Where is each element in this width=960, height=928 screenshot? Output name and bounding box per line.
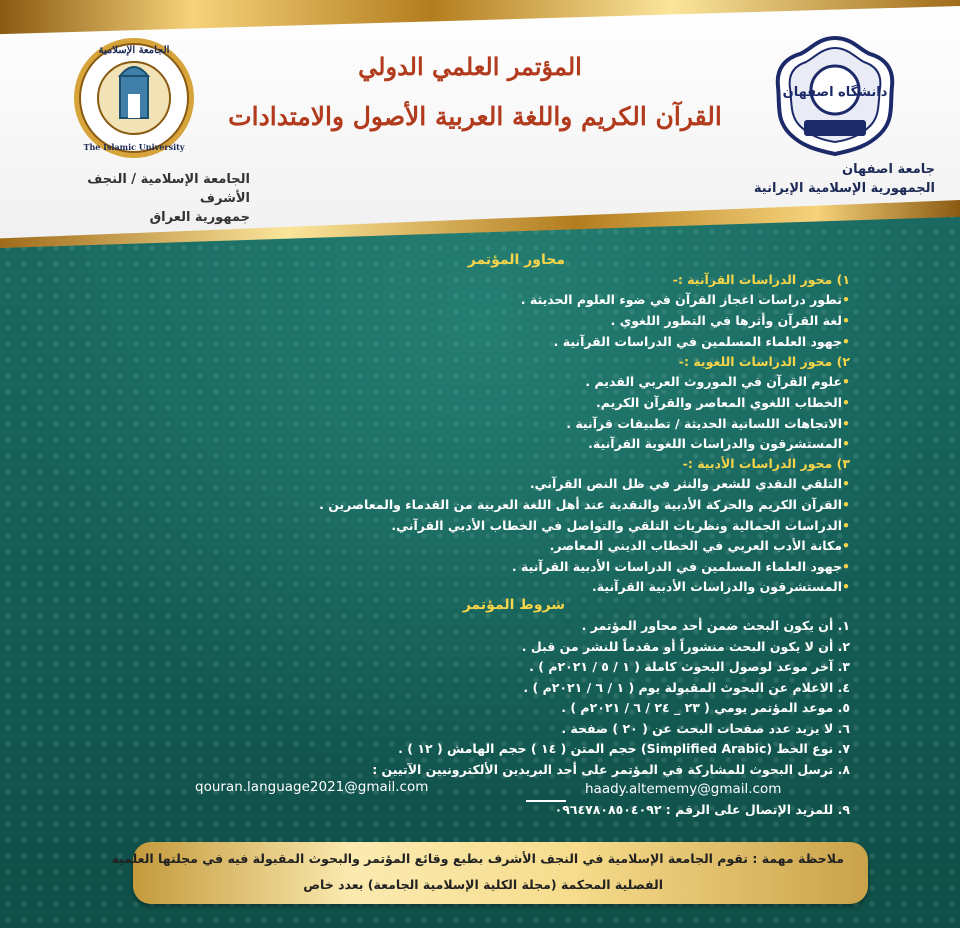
list-item: •القرآن الكريم والحركة الأدبية والنقدية عند أهل اللغة العربية من القدماء والمعاصرين .: [319, 497, 850, 512]
section-title-linguistic: ٢) محور الدراسات اللغوية :-: [678, 354, 850, 369]
list-item: •جهود العلماء المسلمين في الدراسات الأدبية القرآنية .: [511, 559, 850, 574]
important-note-box: [111, 842, 868, 904]
condition-item: ٩. للمزيد الإتصال على الرقم : ٠٩٦٤٧٨٠٨٥٠٤٠٩٢: [554, 802, 850, 817]
conference-title: المؤتمر العلمي الدولي: [358, 52, 582, 81]
islamic-university-caption: [50, 170, 250, 227]
list-item: •تطور دراسات اعجاز القرآن في ضوء العلوم الحديثة .: [520, 292, 850, 307]
list-item: •المستشرقون والدراسات اللغوية القرآنية.: [588, 436, 850, 451]
section-title-quranic: ١) محور الدراسات القرآنية :-: [672, 272, 850, 287]
isfahan-university-logo: [772, 34, 898, 158]
list-item: •جهود العلماء المسلمين في الدراسات القرآنية .: [553, 334, 850, 349]
conditions-heading: شروط المؤتمر: [462, 597, 565, 613]
isfahan-caption: [720, 160, 935, 198]
note-line-1: ملاحظة مهمة : تقوم الجامعة الإسلامية في النجف الأشرف بطبع وقائع المؤتمر والبحوث المقبولة فيه في مجلتها العلمية: [111, 851, 844, 866]
list-item: •الخطاب اللغوي المعاصر والقرآن الكريم.: [596, 395, 850, 410]
isfahan-country: الجمهورية الإسلامية الإيرانية: [753, 181, 935, 196]
axes-heading: محاور المؤتمر: [467, 252, 565, 268]
list-item: •التلقي النقدي للشعر والنثر في ظل النص القرآني.: [529, 476, 850, 491]
list-item: •لغة القرآن وأثرها في التطور اللغوي .: [610, 313, 850, 328]
condition-item: ٥. موعد المؤتمر يومي ( ٢٣ _ ٢٤ / ٦ / ٢٠٢١م ) .: [561, 700, 850, 715]
list-item: •الاتجاهات اللسانية الحديثة / تطبيقات قرآنية .: [566, 416, 850, 431]
email-link-primary[interactable]: haady.altememy@gmail.com: [585, 781, 782, 797]
condition-item: ٤. الاعلام عن البحوث المقبولة يوم ( ١ / ٦ / ٢٠٢١م ) .: [523, 680, 850, 695]
condition-item: ٨. ترسل البحوث للمشاركة في المؤتمر على أحد البريدين الألكترونيين الآتيين :: [372, 762, 850, 777]
islamic-university-name: الجامعة الإسلامية / النجف الأشرف: [87, 172, 250, 206]
conference-subtitle: القرآن الكريم واللغة العربية الأصول والامتدادات: [228, 102, 722, 131]
islamic-university-country: جمهورية العراق: [149, 210, 250, 225]
list-item: •علوم القرآن في الموروث العربي القديم .: [585, 374, 850, 389]
list-item: •المستشرقون والدراسات الأدبية القرآنية.: [592, 579, 850, 594]
list-item: •الدراسات الجمالية ونظريات التلقي والتواصل في الخطاب الأدبي القرآني.: [391, 518, 850, 533]
isfahan-name: جامعة اصفهان: [842, 162, 935, 177]
logo-text-left-en: The Islamic University: [83, 142, 185, 152]
note-line-2: الفصلية المحكمة (مجلة الكلية الإسلامية الجامعة) بعدد خاص: [303, 877, 663, 892]
condition-item: ٢. أن لا يكون البحث منشوراً أو مقدماً للنشر من قبل .: [521, 639, 850, 654]
email-link-secondary[interactable]: qouran.language2021@gmail.com: [195, 779, 429, 795]
logo-text-left-ar: الجامعة الإسلامية: [98, 45, 170, 56]
condition-item: ١. أن يكون البحث ضمن أحد محاور المؤتمر .: [581, 618, 850, 633]
section-title-literary: ٣) محور الدراسات الأدبية :-: [682, 456, 850, 471]
condition-item: ٦. لا يزيد عدد صفحات البحث عن ( ٢٠ ) صفحة .: [561, 721, 850, 736]
logo-text-right: دانشگاه اصفهان: [782, 85, 888, 100]
poster-header: [0, 0, 960, 250]
islamic-university-logo: [72, 36, 196, 160]
condition-item: ٧. نوع الخط (Simplified Arabic) حجم المتن ( ١٤ ) حجم الهامش ( ١٢ ) .: [398, 741, 850, 756]
condition-item: ٣. آخر موعد لوصول البحوث كاملة ( ١ / ٥ / ٢٠٢١م ) .: [529, 659, 850, 674]
list-item: •مكانة الأدب العربي في الخطاب الديني المعاصر.: [549, 538, 850, 553]
